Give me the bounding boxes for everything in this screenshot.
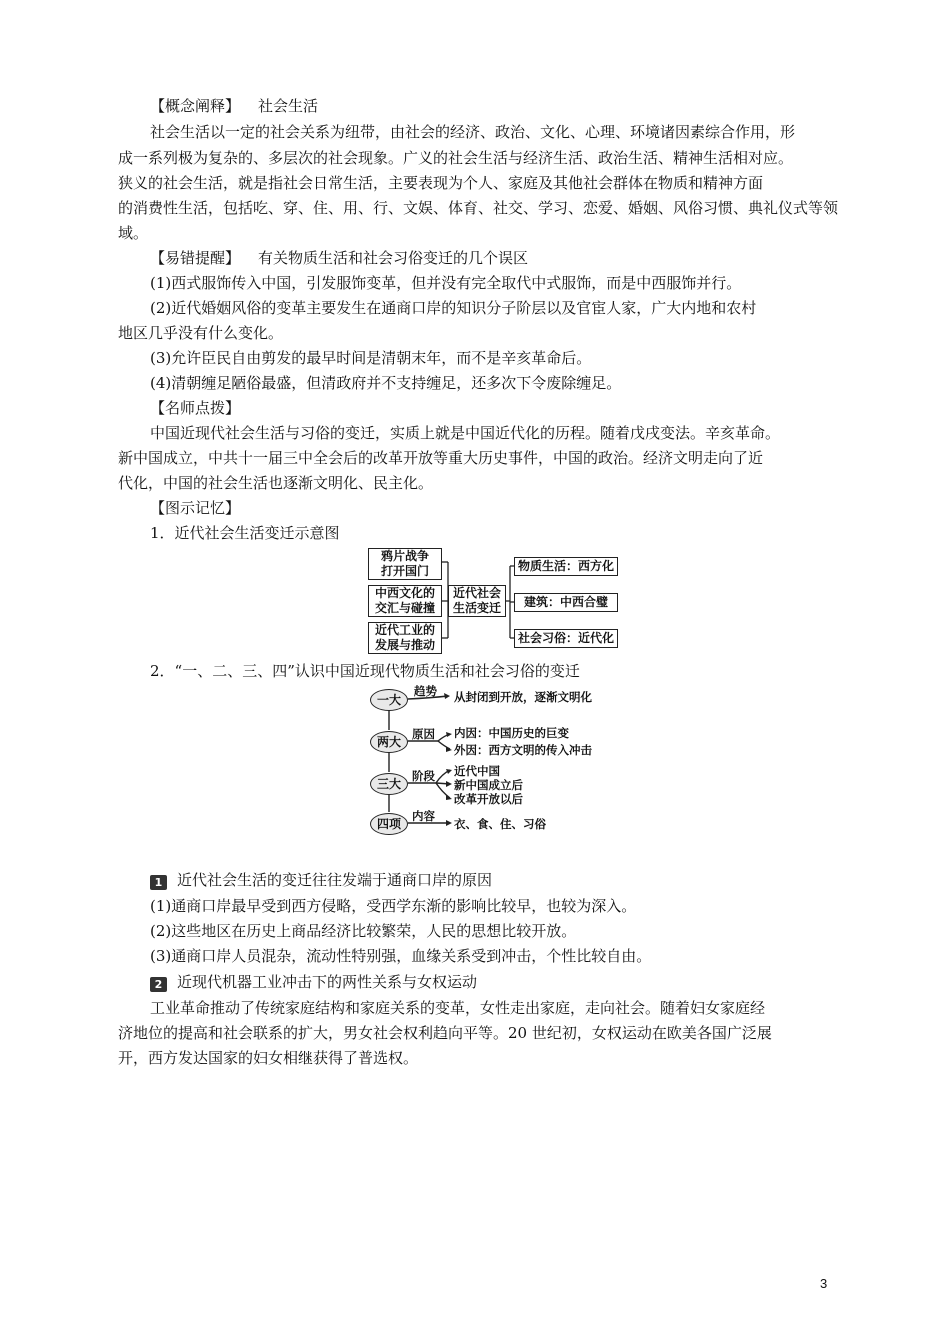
four-aspects-diagram	[370, 684, 600, 836]
diagram1-title: 1．近代社会生活变迁示意图	[150, 524, 340, 542]
cause-external: 外因：西方文明的传入冲击	[454, 743, 592, 757]
point1-line: (3)通商口岸人员混杂，流动性特别强，血缘关系受到冲击，个性比较自由。	[150, 947, 652, 965]
diagram2-title: 2．“一、二、三、四”认识中国近现代物质生活和社会习俗的变迁	[150, 662, 580, 680]
diagram2-connectors	[370, 684, 600, 836]
concept-line: 成一系列极为复杂的、多层次的社会现象。广义的社会生活与经济生活、政治生活、精神生活相对应。	[118, 149, 794, 167]
label-trend: 趋势	[414, 684, 437, 698]
cause-box-culture	[368, 585, 442, 617]
concept-line: 的消费性生活，包括吃、穿、住、用、行、文娱、体育、社交、学习、恋爱、婚姻、风俗习惯、典礼仪式等领	[118, 199, 839, 217]
page-number: 3	[820, 1276, 828, 1291]
diagrams-heading: 【图示记忆】	[150, 499, 241, 517]
concept-line: 狭义的社会生活，就是指社会日常生活，主要表现为个人、家庭及其他社会群体在物质和精神方面	[118, 174, 764, 192]
mistakes-heading	[150, 246, 528, 270]
concept-line: 社会生活以一定的社会关系为纽带，由社会的经济、政治、文化、心理、环境诸因素综合作用，形	[150, 123, 796, 141]
point2-heading	[150, 970, 477, 994]
teacher-line: 代化，中国的社会生活也逐渐文明化、民主化。	[118, 474, 434, 492]
node-four: 四项	[370, 813, 408, 835]
mistake-line: 地区几乎没有什么变化。	[118, 324, 284, 342]
concept-line: 域。	[118, 224, 149, 242]
point1-line: (2)这些地区在历史上商品经济比较繁荣，人民的思想比较开放。	[150, 922, 577, 940]
trend-text: 从封闭到开放，逐渐文明化	[454, 690, 592, 704]
point2-line: 济地位的提高和社会联系的扩大，男女社会权利趋向平等。20 世纪初，女权运动在欧美各国广泛展	[118, 1024, 772, 1042]
mistake-line: (4)清朝缠足陋俗最盛，但清政府并不支持缠足，还多次下令废除缠足。	[150, 374, 622, 392]
teacher-line: 中国近现代社会生活与习俗的变迁，实质上就是中国近代化的历程。随着戊戌变法。辛亥革命。	[150, 424, 781, 442]
cause-box-industry	[368, 622, 442, 654]
node-one: 一大	[370, 689, 408, 711]
point1-title: 近代社会生活的变迁往往发端于通商口岸的原因	[177, 871, 493, 889]
point1-badge: 1	[150, 875, 167, 890]
node-three: 三大	[370, 773, 408, 795]
mistake-line: (1)西式服饰传入中国，引发服饰变革，但并没有完全取代中式服饰，而是中西服饰并行。	[150, 274, 742, 292]
teacher-heading: 【名师点拨】	[150, 399, 241, 417]
point2-badge: 2	[150, 977, 167, 992]
content-text: 衣、食、住、习俗	[454, 817, 546, 831]
center-box-text: 近代社会 生活变迁	[452, 586, 501, 615]
stage-reform: 改革开放以后	[454, 792, 523, 806]
node-two: 两大	[370, 731, 408, 753]
result-box-architecture: 建筑：中西合璧	[514, 593, 618, 612]
stage-modern: 近代中国	[454, 764, 500, 778]
center-box	[448, 585, 506, 617]
cause-internal: 内因：中国历史的巨变	[454, 726, 569, 740]
label-stage: 阶段	[412, 769, 435, 783]
teacher-line: 新中国成立，中共十一届三中全会后的改革开放等重大历史事件，中国的政治。经济文明走向了近	[118, 449, 764, 467]
point2-title: 近现代机器工业冲击下的两性关系与女权运动	[177, 973, 478, 991]
social-life-change-diagram	[366, 546, 620, 654]
mistakes-title: 有关物质生活和社会习俗变迁的几个误区	[258, 249, 529, 267]
point1-heading	[150, 868, 492, 892]
mistake-line: (3)允许臣民自由剪发的最早时间是清朝末年，而不是辛亥革命后。	[150, 349, 592, 367]
cause-box-opium-war	[368, 548, 442, 580]
concept-heading-tag: 【概念阐释】	[150, 97, 241, 115]
point1-line: (1)通商口岸最早受到西方侵略，受西学东渐的影响比较早，也较为深入。	[150, 897, 637, 915]
point2-line: 工业革命推动了传统家庭结构和家庭关系的变革，女性走出家庭，走向社会。随着妇女家庭经	[150, 999, 766, 1017]
concept-heading	[150, 94, 318, 118]
result-box-customs: 社会习俗：近代化	[514, 629, 618, 648]
result-box-material: 物质生活：西方化	[514, 557, 618, 576]
concept-title: 社会生活	[258, 97, 319, 115]
label-cause: 原因	[412, 727, 435, 741]
cause-box-text: 近代工业的 发展与推动	[374, 623, 435, 652]
cause-box-text: 中西文化的 交汇与碰撞	[374, 586, 435, 615]
mistakes-heading-tag: 【易错提醒】	[150, 249, 241, 267]
cause-box-text: 鸦片战争 打开国门	[380, 549, 429, 578]
point2-line: 开，西方发达国家的妇女相继获得了普选权。	[118, 1049, 419, 1067]
stage-prc: 新中国成立后	[454, 778, 523, 792]
mistake-line: (2)近代婚姻风俗的变革主要发生在通商口岸的知识分子阶层以及官宦人家，广大内地和农村	[150, 299, 757, 317]
label-content: 内容	[412, 809, 435, 823]
